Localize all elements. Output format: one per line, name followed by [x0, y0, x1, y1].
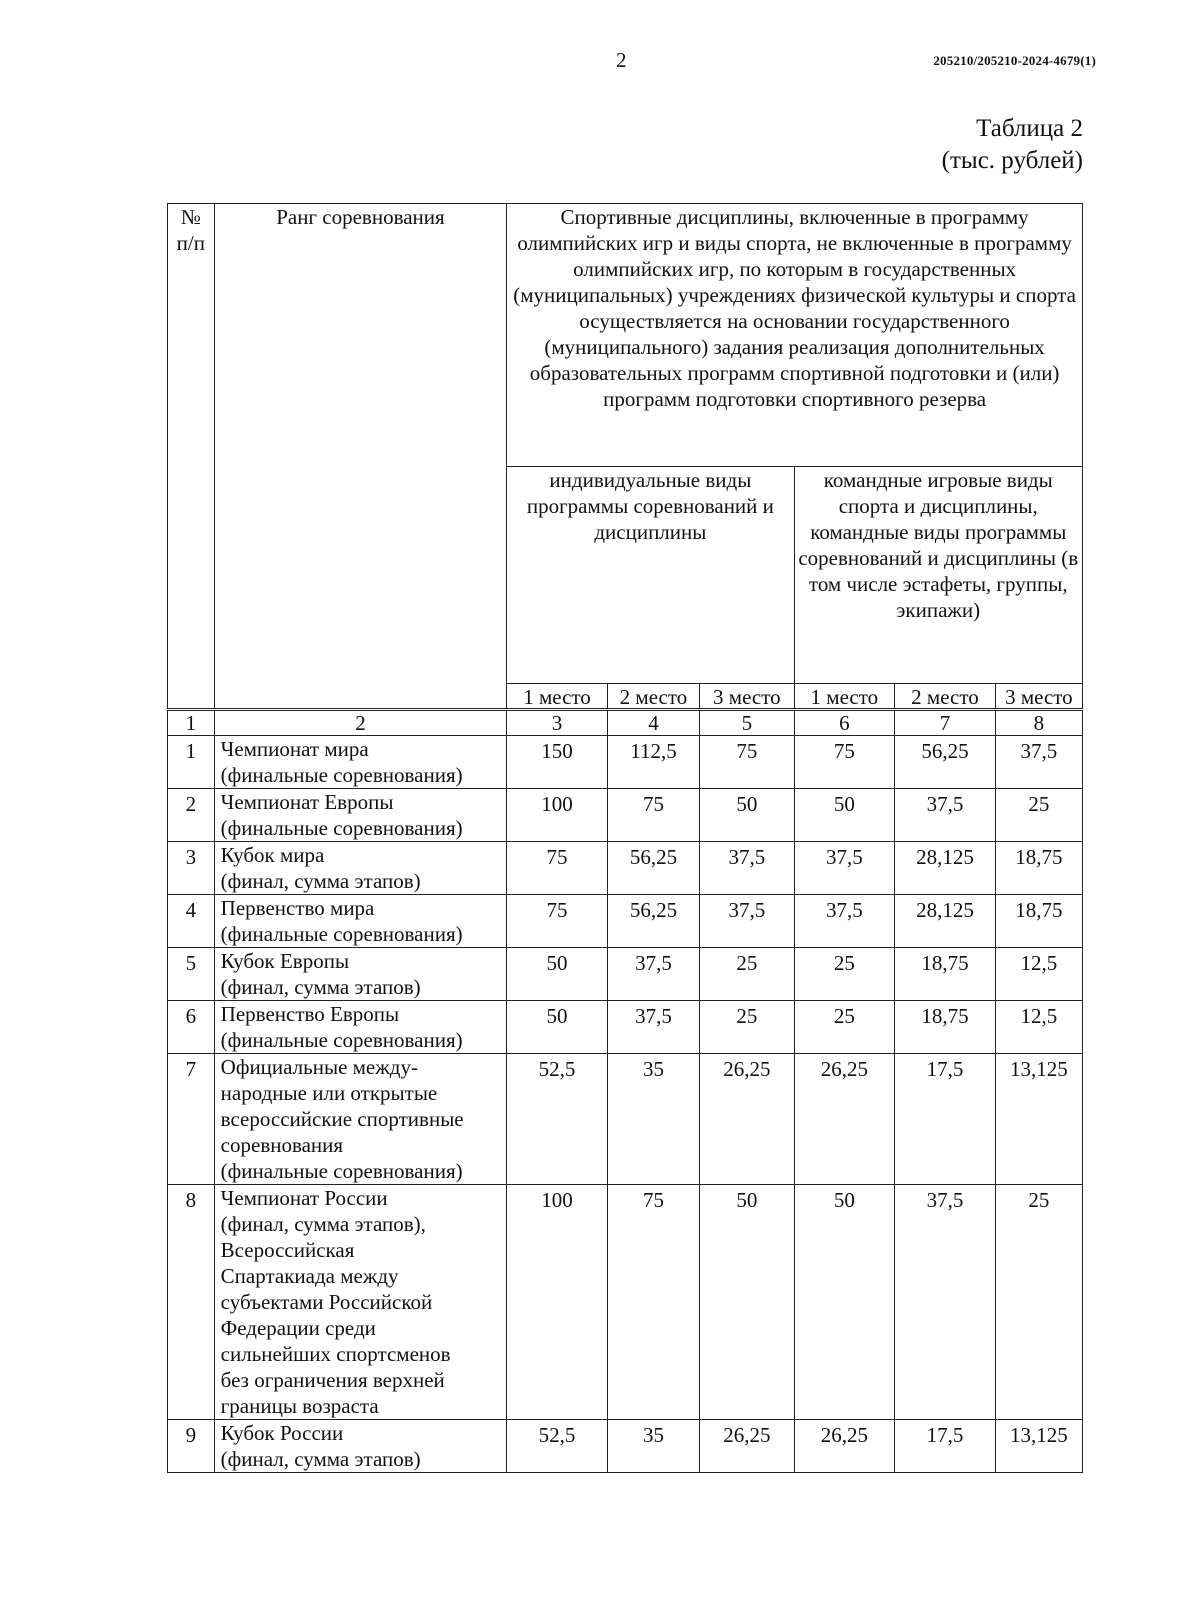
header-place: 3 место	[700, 684, 794, 710]
award-amount: 12,5	[995, 1001, 1082, 1054]
award-amount: 100	[507, 1185, 608, 1420]
header-individual: индивидуальные виды программы соревнований и дисциплины	[507, 467, 794, 684]
row-number: 3	[168, 842, 215, 895]
table-row	[168, 842, 1083, 895]
competition-rank: Первенство Европы (финальные соревнования)	[214, 1001, 507, 1054]
row-number: 6	[168, 1001, 215, 1054]
table-caption	[942, 113, 1083, 177]
award-amount: 50	[700, 1185, 794, 1420]
award-amount: 150	[507, 736, 608, 789]
award-amount: 28,125	[895, 895, 996, 948]
award-table	[167, 203, 1083, 1473]
award-amount: 18,75	[895, 948, 996, 1001]
award-amount: 56,25	[607, 842, 699, 895]
competition-rank: Чемпионат Европы (финальные соревнования)	[214, 789, 507, 842]
award-amount: 75	[700, 736, 794, 789]
row-number: 5	[168, 948, 215, 1001]
column-number: 1	[168, 710, 215, 736]
award-amount: 75	[507, 842, 608, 895]
award-amount: 18,75	[995, 895, 1082, 948]
table-row	[168, 1054, 1083, 1185]
award-amount: 25	[794, 948, 895, 1001]
competition-rank: Чемпионат России (финал, сумма этапов), Всероссийская Спартакиада между субъектами Российской Федерации среди сильнейших спортсменов без ограничения верхней границы возраста	[214, 1185, 507, 1420]
header-place: 1 место	[794, 684, 895, 710]
award-amount: 26,25	[700, 1420, 794, 1473]
column-number: 7	[895, 710, 996, 736]
competition-rank: Официальные между- народные или открытые всероссийские спортивные соревнования (финальные соревнования)	[214, 1054, 507, 1185]
header-group: Спортивные дисциплины, включенные в программу олимпийских игр и виды спорта, не включенные в программу олимпийских игр, по которым в государственных (муниципальных) учреждениях физической культуры и спорта осуществляется на основании государственного (муниципального) задания реализация дополнительных образовательных программ спортивной подготовки и (или) программ подготовки спортивного резерва	[507, 204, 1083, 467]
award-amount: 37,5	[794, 895, 895, 948]
competition-rank: Кубок Европы (финал, сумма этапов)	[214, 948, 507, 1001]
award-amount: 52,5	[507, 1054, 608, 1185]
award-amount: 37,5	[607, 948, 699, 1001]
award-amount: 37,5	[700, 895, 794, 948]
row-number: 9	[168, 1420, 215, 1473]
header-place: 3 место	[995, 684, 1082, 710]
competition-rank: Кубок России (финал, сумма этапов)	[214, 1420, 507, 1473]
award-amount: 75	[507, 895, 608, 948]
document-id: 205210/205210-2024-4679(1)	[933, 53, 1096, 68]
column-number: 8	[995, 710, 1082, 736]
award-amount: 25	[700, 1001, 794, 1054]
award-amount: 18,75	[895, 1001, 996, 1054]
table-row	[168, 895, 1083, 948]
award-amount: 35	[607, 1054, 699, 1185]
award-amount: 50	[794, 789, 895, 842]
award-amount: 75	[607, 789, 699, 842]
award-amount: 28,125	[895, 842, 996, 895]
award-amount: 17,5	[895, 1420, 996, 1473]
table-title: Таблица 2	[976, 115, 1083, 142]
award-amount: 37,5	[607, 1001, 699, 1054]
column-number: 3	[507, 710, 608, 736]
column-number: 2	[214, 710, 507, 736]
award-amount: 35	[607, 1420, 699, 1473]
table-row	[168, 736, 1083, 789]
table-row	[168, 1001, 1083, 1054]
award-amount: 12,5	[995, 948, 1082, 1001]
row-number: 8	[168, 1185, 215, 1420]
award-amount: 75	[607, 1185, 699, 1420]
table-row	[168, 1420, 1083, 1473]
column-number-row	[168, 710, 1083, 736]
award-amount: 50	[700, 789, 794, 842]
award-amount: 26,25	[794, 1420, 895, 1473]
row-number: 2	[168, 789, 215, 842]
award-amount: 13,125	[995, 1054, 1082, 1185]
award-amount: 50	[507, 948, 608, 1001]
award-amount: 17,5	[895, 1054, 996, 1185]
award-amount: 13,125	[995, 1420, 1082, 1473]
award-amount: 56,25	[607, 895, 699, 948]
header-col-number: № п/п	[168, 204, 215, 710]
competition-rank: Кубок мира (финал, сумма этапов)	[214, 842, 507, 895]
award-amount: 56,25	[895, 736, 996, 789]
column-number: 6	[794, 710, 895, 736]
table-row	[168, 789, 1083, 842]
award-amount: 18,75	[995, 842, 1082, 895]
competition-rank: Первенство мира (финальные соревнования)	[214, 895, 507, 948]
award-amount: 26,25	[700, 1054, 794, 1185]
award-amount: 37,5	[895, 1185, 996, 1420]
row-number: 4	[168, 895, 215, 948]
table-row	[168, 1185, 1083, 1420]
header-place: 2 место	[895, 684, 996, 710]
award-amount: 25	[700, 948, 794, 1001]
award-amount: 100	[507, 789, 608, 842]
award-amount: 50	[507, 1001, 608, 1054]
award-amount: 37,5	[895, 789, 996, 842]
competition-rank: Чемпионат мира (финальные соревнования)	[214, 736, 507, 789]
table-unit: (тыс. рублей)	[941, 147, 1083, 174]
page-number: 2	[616, 48, 627, 72]
award-amount: 50	[794, 1185, 895, 1420]
row-number: 1	[168, 736, 215, 789]
header-team: командные игровые виды спорта и дисциплины, командные виды программы соревнований и дисциплины (в том числе эстафеты, группы, экипажи)	[794, 467, 1082, 684]
award-amount: 52,5	[507, 1420, 608, 1473]
award-amount: 37,5	[995, 736, 1082, 789]
header-col-rank: Ранг соревнования	[214, 204, 507, 710]
column-number: 5	[700, 710, 794, 736]
row-number: 7	[168, 1054, 215, 1185]
table-row	[168, 948, 1083, 1001]
header-place: 2 место	[607, 684, 699, 710]
award-amount: 37,5	[794, 842, 895, 895]
award-amount: 25	[794, 1001, 895, 1054]
award-amount: 25	[995, 1185, 1082, 1420]
award-amount: 75	[794, 736, 895, 789]
header-place: 1 место	[507, 684, 608, 710]
award-amount: 25	[995, 789, 1082, 842]
award-amount: 37,5	[700, 842, 794, 895]
award-amount: 112,5	[607, 736, 699, 789]
column-number: 4	[607, 710, 699, 736]
award-amount: 26,25	[794, 1054, 895, 1185]
